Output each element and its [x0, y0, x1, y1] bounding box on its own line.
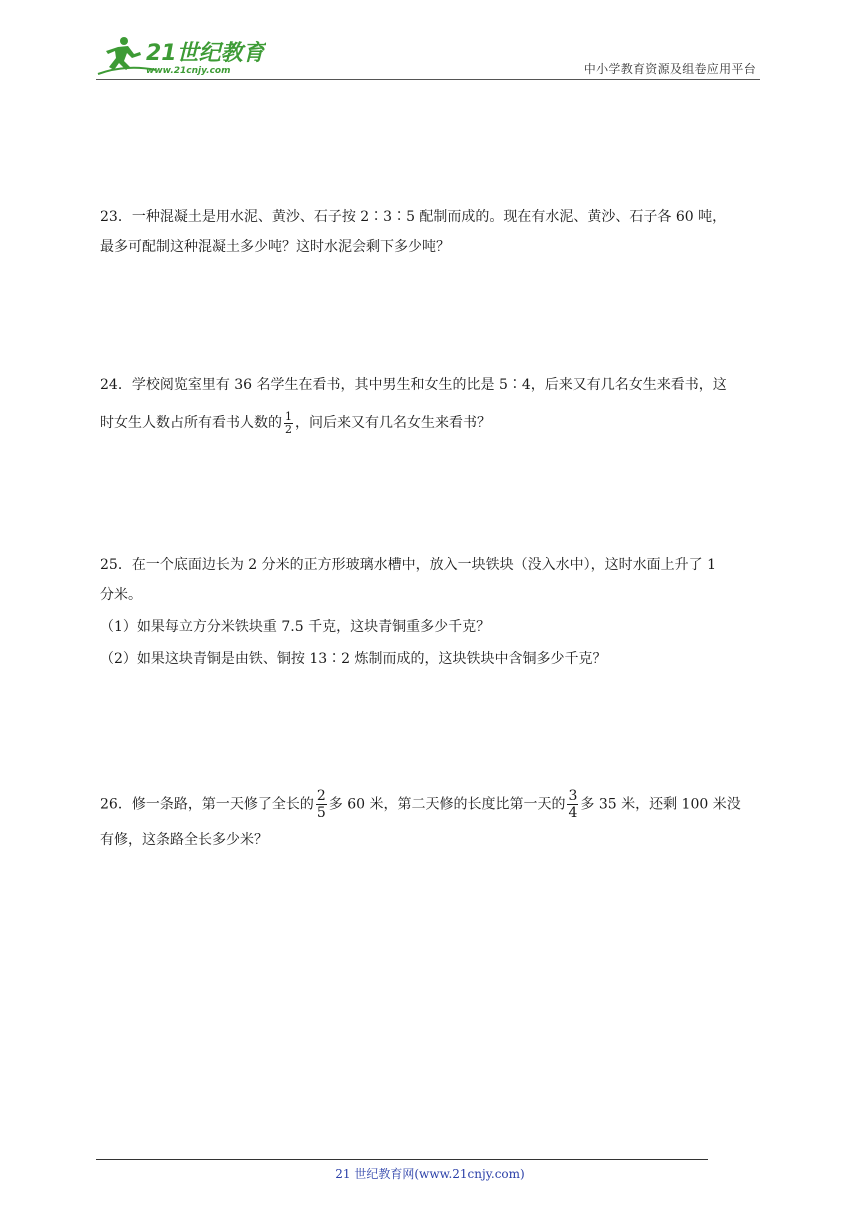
footer-site-link[interactable]: 21 世纪教育网(www.21cnjy.com): [335, 1167, 525, 1181]
question-25-line2: 分米。: [100, 587, 142, 603]
svg-text:www.21cnjy.com: www.21cnjy.com: [146, 66, 231, 76]
question-26-line1: 26．修一条路，第一天修了全长的 $\frac{2}{5}$ 多 60 米，第二天修的长度比第一天的 $\frac{3}{4}$ 多 35 米，还剩 100 米没: [100, 788, 741, 821]
footer-divider: [96, 1159, 708, 1160]
question-24: [100, 370, 762, 438]
svg-text:21世纪教育: 21世纪教育: [146, 41, 265, 66]
question-25-sub2: （2）如果这块青铜是由铁、铜按 13∶2 炼制而成的，这块铁块中含铜多少千克？: [100, 651, 607, 667]
question-23-line1: 23．一种混凝土是用水泥、黄沙、石子按 2∶3∶5 配制而成的。现在有水泥、黄沙、石子各 60 吨，: [100, 209, 727, 225]
fraction-three-quarters: $\frac{3}{4}$: [568, 788, 578, 821]
question-25: [100, 550, 762, 674]
question-25-line1: 25．在一个底面边长为 2 分米的正方形玻璃水槽中，放入一块铁块（没入水中），这时水面上升了 1: [100, 557, 716, 573]
header-divider: [96, 79, 760, 80]
page-header: [96, 30, 760, 80]
question-25-sub1: （1）如果每立方分米铁块重 7.5 千克，这块青铜重多少千克？: [100, 619, 491, 635]
question-24-line2: 时女生人数占所有看书人数的 $\frac{1}{2}$ ，问后来又有几名女生来看书？: [100, 409, 491, 436]
question-23: [100, 202, 762, 262]
fraction-one-half: $\frac{1}{2}$: [285, 409, 292, 436]
question-26-line2: 有修，这条路全长多少米？: [100, 832, 268, 848]
question-26: [100, 788, 762, 855]
question-23-line2: 最多可配制这种混凝土多少吨？这时水泥会剩下多少吨？: [100, 239, 450, 255]
header-platform-text: 中小学教育资源及组卷应用平台: [583, 62, 756, 76]
fraction-two-fifths: $\frac{2}{5}$: [316, 788, 326, 821]
question-24-line1: 24．学校阅览室里有 36 名学生在看书，其中男生和女生的比是 5∶4，后来又有几名女生来看书，这: [100, 377, 727, 393]
logo-21cnjy: [96, 34, 266, 76]
